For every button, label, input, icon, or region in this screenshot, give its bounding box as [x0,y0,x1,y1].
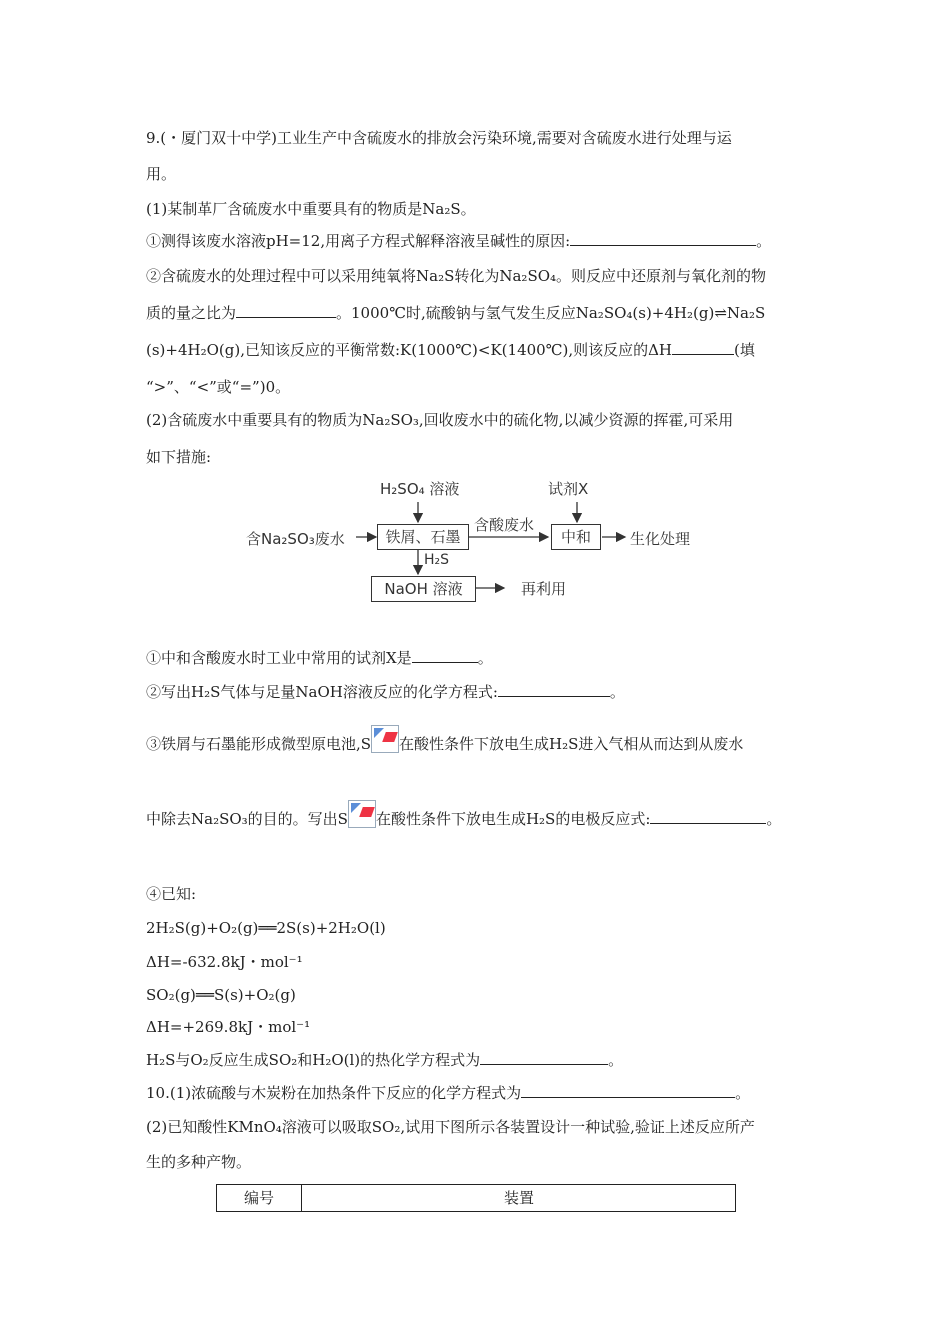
reagent-x-label: 试剂X [548,480,589,498]
iron-graphite-box: 铁屑、石墨 [377,524,469,550]
answer-blank[interactable] [236,303,336,318]
q10-part2a: (2)已知酸性KMnO₄溶液可以吸取SO₂,试用下图所示各装置设计一种试验,验证上述反应所产 [146,1118,755,1136]
answer-blank[interactable] [521,1083,735,1098]
q10-part2b: 生的多种产物。 [146,1153,252,1171]
q9-part2-3a: ③铁屑与石墨能形成微型原电池,S 在酸性条件下放电生成H₂S进入气相从而达到从废水 [146,725,743,754]
q9-part2-2: ②写出H₂S气体与足量NaOH溶液反应的化学方程式: 。 [146,683,625,701]
equation-1: 2H₂S(g)+O₂(g)══2S(s)+2H₂O(l) [146,919,386,937]
naoh-solution-box: NaOH 溶液 [371,576,476,602]
q9-part1-2c: (s)+4H₂O(g),已知该反应的平衡常数:K(1000℃)<K(1400℃),则该反应的ΔH (填 [146,341,755,359]
q9-part1-2d: “>”、“<”或“=”)0。 [146,378,291,396]
sulfite-ion-image-icon [348,800,376,828]
q9-part2-1: ①中和含酸废水时工业中常用的试剂X是 。 [146,649,493,667]
enthalpy-2: ΔH=+269.8kJ・mol⁻¹ [146,1018,311,1036]
answer-blank[interactable] [570,231,756,246]
q9-part1-2b: 质的量之比为 。1000℃时,硫酸钠与氢气发生反应Na₂SO₄(s)+4H₂(g)⇌Na₂S [146,304,766,322]
acid-wastewater-label: 含酸废水 [474,516,535,534]
answer-blank[interactable] [650,809,766,824]
q9-part2b: 如下措施: [146,448,212,466]
answer-blank[interactable] [480,1050,608,1065]
enthalpy-1: ΔH=-632.8kJ・mol⁻¹ [146,953,303,971]
biochem-treatment-label: 生化处理 [630,530,691,548]
sulfuric-acid-label: H₂SO₄ 溶液 [380,480,460,498]
q9-part1-1: ①测得该废水溶液pH=12,用离子方程式解释溶液呈碱性的原因: 。 [146,232,772,250]
answer-blank[interactable] [498,682,610,697]
q9-part2-4q: H₂S与O₂反应生成SO₂和H₂O(l)的热化学方程式为 。 [146,1051,624,1069]
input-wastewater-label: 含Na₂SO₃废水 [246,530,345,548]
q9-part2a: (2)含硫废水中重要具有的物质为Na₂SO₃,回收废水中的硫化物,以减少资源的挥霍,可采用 [146,411,734,429]
sulfite-ion-image-icon [371,725,399,753]
equation-2: SO₂(g)══S(s)+O₂(g) [146,986,296,1004]
table-header-number: 编号 [217,1185,302,1211]
process-flowchart [240,476,720,606]
answer-blank[interactable] [412,648,478,663]
reuse-label: 再利用 [521,580,567,598]
q9-part2-3b: 中除去Na₂SO₃的目的。写出S 在酸性条件下放电生成H₂S的电极反应式: 。 [146,800,781,829]
neutralize-box: 中和 [551,524,601,550]
answer-blank[interactable] [672,340,734,355]
q9-part1: (1)某制革厂含硫废水中重要具有的物质是Na₂S。 [146,200,476,218]
q9-part2-4: ④已知: [146,885,197,903]
h2s-gas-label: H₂S [424,552,450,568]
q9-part1-2a: ②含硫废水的处理过程中可以采用纯氧将Na₂S转化为Na₂SO₄。则反应中还原剂与氧化剂的物 [146,267,767,285]
q9-stem-line2: 用。 [146,165,177,183]
table-header-apparatus: 装置 [503,1189,534,1207]
q9-stem-line1: 9.(・厦门双十中学)工业生产中含硫废水的排放会污染环境,需要对含硫废水进行处理与运 [146,129,732,147]
q10-part1: 10.(1)浓硫酸与木炭粉在加热条件下反应的化学方程式为 。 [146,1084,751,1102]
apparatus-table [216,1184,736,1212]
